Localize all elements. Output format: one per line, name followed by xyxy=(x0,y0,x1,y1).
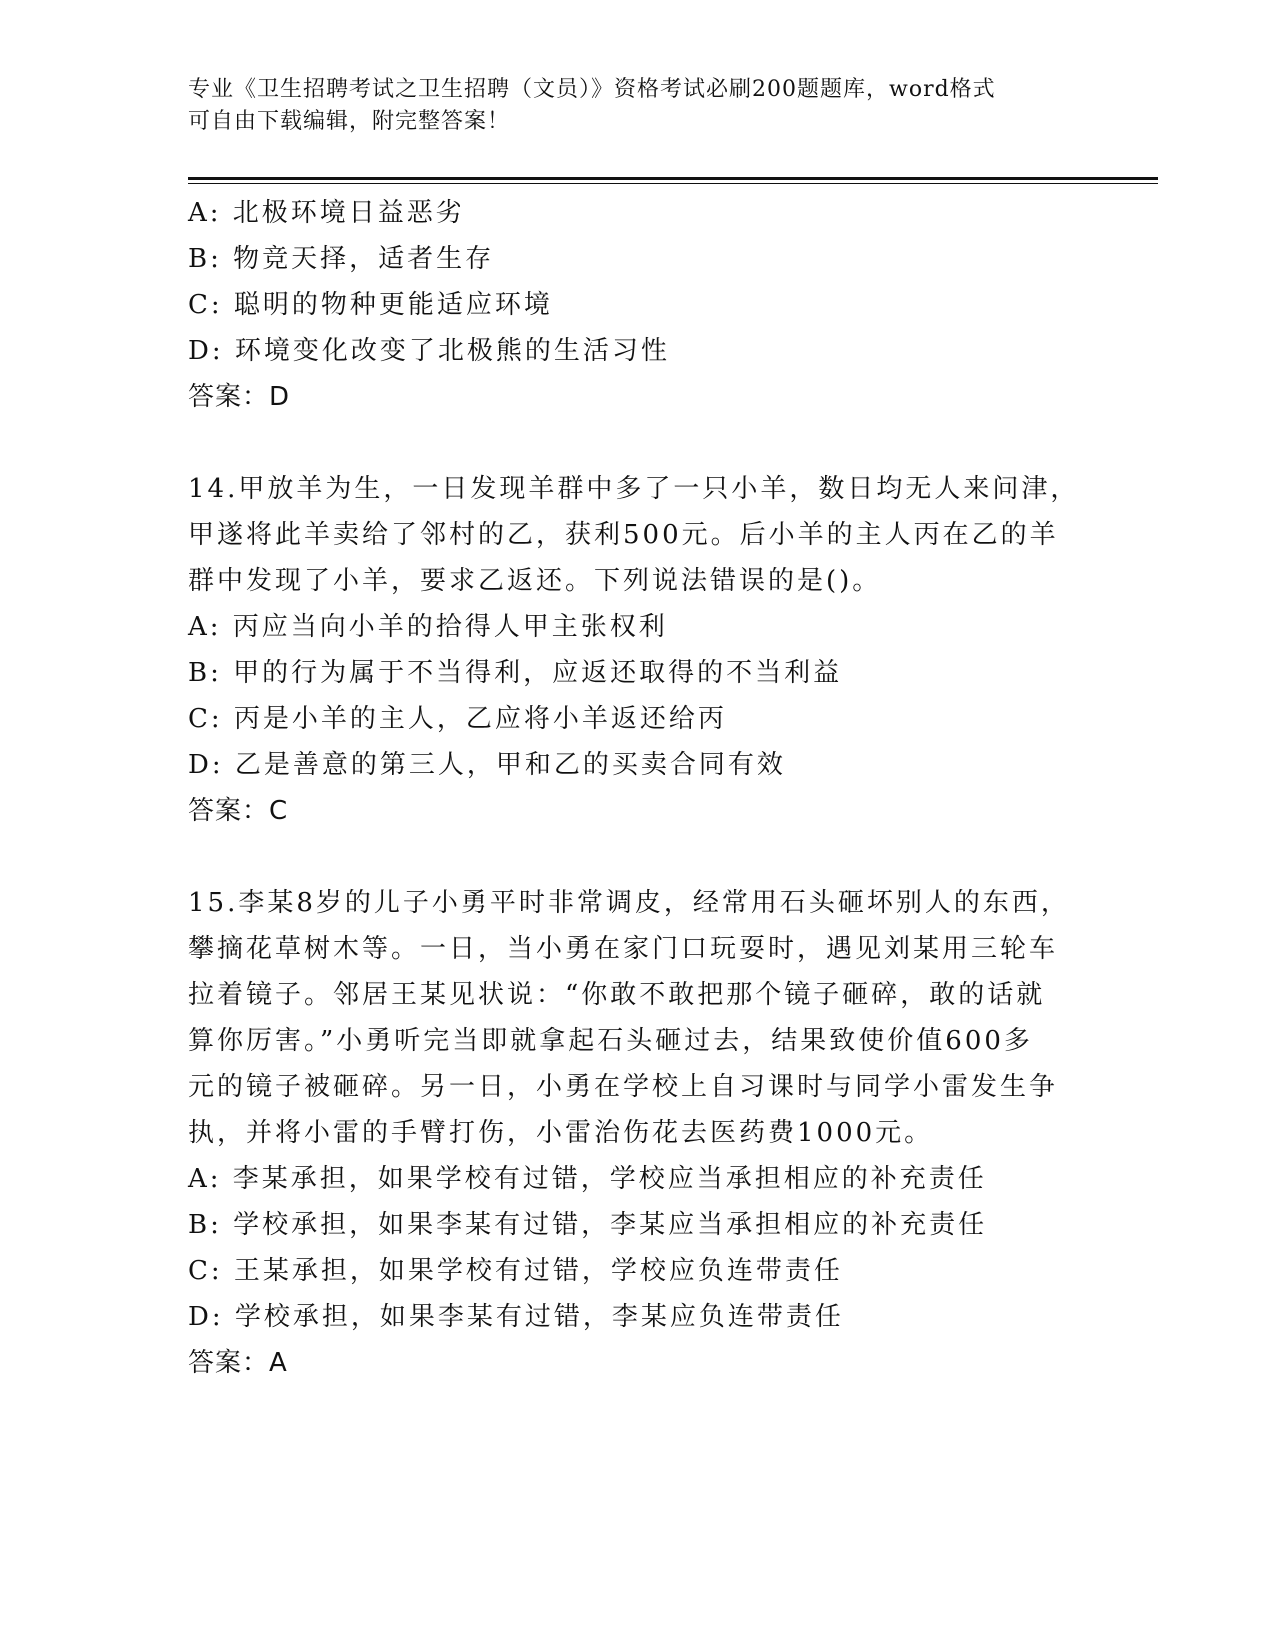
question-stem-line: 元的镜子被砸碎。另一日，小勇在学校上自习课时与同学小雷发生争 xyxy=(188,1072,1059,1102)
option-a: A: 李某承担，如果学校有过错，学校应当承担相应的补充责任 xyxy=(188,1164,987,1194)
question-stem-line: 14.甲放羊为生，一日发现羊群中多了一只小羊，数日均无人来问津， xyxy=(188,474,1080,504)
page-header xyxy=(188,74,1088,138)
question-stem-line: 算你厉害。”小勇听完当即就拿起石头砸过去，结果致使价值600多 xyxy=(188,1026,1033,1056)
option-d: D: 乙是善意的第三人，甲和乙的买卖合同有效 xyxy=(188,750,786,780)
question-stem-line: 拉着镜子。邻居王某见状说：“你敢不敢把那个镜子砸碎，敢的话就 xyxy=(188,980,1046,1010)
option-b: B: 物竞天择，适者生存 xyxy=(188,244,495,274)
question-15 xyxy=(188,880,1068,1386)
spacer xyxy=(188,420,1068,466)
option-c: C: 王某承担，如果学校有过错，学校应负连带责任 xyxy=(188,1256,843,1286)
header-divider-thin xyxy=(188,183,1158,184)
answer-line: 答案：C xyxy=(188,796,289,826)
question-14 xyxy=(188,466,1080,834)
spacer xyxy=(188,834,1068,880)
option-a: A: 北极环境日益恶劣 xyxy=(188,198,465,228)
option-d: D: 学校承担，如果李某有过错，李某应负连带责任 xyxy=(188,1302,844,1332)
answer-line: 答案：D xyxy=(188,382,291,412)
option-c: C: 丙是小羊的主人，乙应将小羊返还给丙 xyxy=(188,704,727,734)
question-stem-line: 群中发现了小羊，要求乙返还。下列说法错误的是()。 xyxy=(188,566,882,596)
question-stem-line: 15.李某8岁的儿子小勇平时非常调皮，经常用石头砸坏别人的东西， xyxy=(188,888,1070,918)
header-title-line-1: 专业《卫生招聘考试之卫生招聘（文员）》资格考试必刷200题题库，word格式 xyxy=(188,77,996,102)
header-divider-thick xyxy=(188,177,1158,180)
option-b: B: 甲的行为属于不当得利，应返还取得的不当利益 xyxy=(188,658,843,688)
option-d: D: 环境变化改变了北极熊的生活习性 xyxy=(188,336,670,366)
option-b: B: 学校承担，如果李某有过错，李某应当承担相应的补充责任 xyxy=(188,1210,988,1240)
answer-line: 答案：A xyxy=(188,1348,288,1378)
header-title-line-2: 可自由下载编辑，附完整答案！ xyxy=(188,109,511,134)
question-stem-line: 执，并将小雷的手臂打伤，小雷治伤花去医药费1000元。 xyxy=(188,1118,934,1148)
question-content xyxy=(188,190,1080,1386)
question-stem-line: 攀摘花草树木等。一日，当小勇在家门口玩耍时，遇见刘某用三轮车 xyxy=(188,934,1059,964)
option-a: A: 丙应当向小羊的拾得人甲主张权利 xyxy=(188,612,668,642)
question-stem-line: 甲遂将此羊卖给了邻村的乙，获利500元。后小羊的主人丙在乙的羊 xyxy=(188,520,1059,550)
question-13 xyxy=(188,190,1068,420)
option-c: C: 聪明的物种更能适应环境 xyxy=(188,290,553,320)
